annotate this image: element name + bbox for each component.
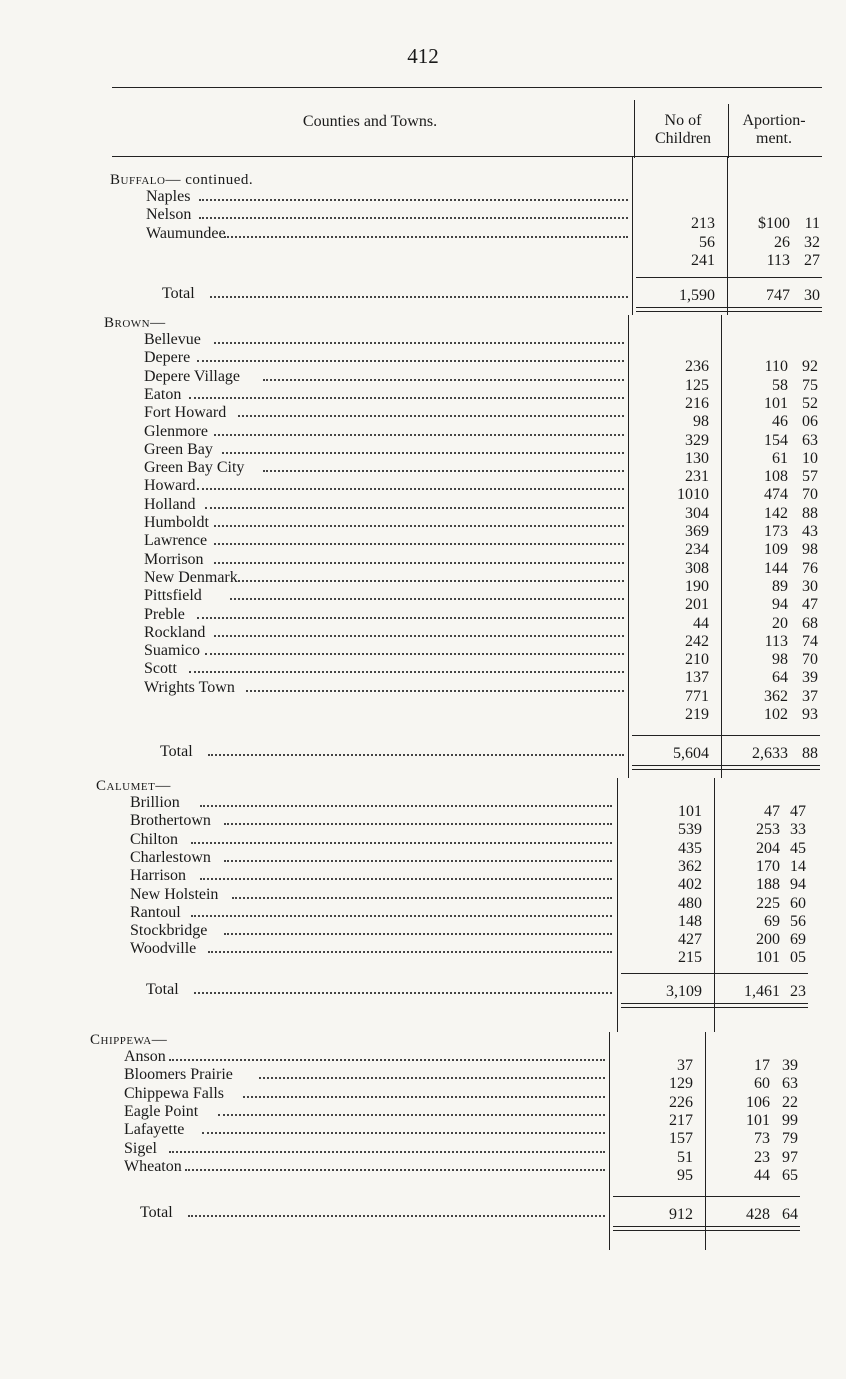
apportionment-dollars: 101	[756, 949, 780, 967]
dot-leader	[208, 754, 624, 756]
apportionment-cents: 93	[802, 706, 818, 723]
children-count: 539	[678, 821, 702, 839]
town-name: Green Bay City	[144, 459, 245, 477]
column-rule-right	[721, 315, 722, 778]
dot-leader	[197, 360, 624, 362]
dot-leader	[202, 1132, 605, 1134]
town-name: Pittsfield	[144, 587, 202, 605]
town-name: Brothertown	[130, 812, 211, 830]
apportionment-dollars: 113	[766, 251, 790, 269]
children-count: 308	[685, 559, 709, 577]
dot-leader	[191, 842, 612, 844]
dot-leader	[199, 217, 628, 219]
apportionment-cents: 99	[782, 1111, 798, 1129]
county-heading-suffix: —	[155, 778, 171, 794]
total-top-rule	[636, 277, 822, 278]
dot-leader	[205, 653, 624, 655]
apportionment-dollars: 89	[772, 577, 788, 595]
table-row	[144, 386, 624, 404]
dot-leader	[200, 805, 612, 807]
apportionment-cents: 43	[802, 523, 818, 540]
apportionment-cents: 70	[802, 651, 818, 669]
children-count: 201	[685, 596, 709, 614]
apportionment-cents: 76	[802, 559, 818, 577]
county-heading-suffix: —	[151, 1032, 168, 1048]
apportionment-dollars: 188	[756, 876, 780, 894]
children-count: 129	[669, 1075, 693, 1093]
county-heading	[96, 778, 171, 795]
apportionment-cents: 47	[790, 803, 806, 820]
table-row	[144, 587, 624, 605]
children-count: 1010	[677, 486, 709, 504]
total-dollars: 428	[746, 1206, 770, 1224]
apportionment-cents: 39	[802, 669, 818, 687]
total-top-rule	[613, 1196, 800, 1197]
apportionment-dollars: 204	[756, 839, 780, 857]
table-row	[144, 459, 624, 477]
town-name: Scott	[144, 660, 177, 678]
apportionment-dollars: 253	[756, 821, 780, 839]
dot-leader	[188, 1215, 605, 1217]
town-name: Bellevue	[144, 331, 201, 348]
apportionment-cents: 68	[802, 614, 818, 632]
table-row	[144, 331, 624, 349]
table-row	[124, 1048, 605, 1066]
dot-leader	[224, 860, 612, 862]
column-rule-right	[714, 778, 715, 1032]
apportionment-dollars: 225	[756, 894, 780, 912]
table-row	[144, 349, 624, 367]
apportionment-dollars: 58	[772, 376, 788, 394]
total-double-rule	[632, 765, 820, 766]
apportionment-dollars: 94	[772, 596, 788, 614]
dot-leader	[169, 1151, 605, 1153]
children-count: 213	[691, 215, 715, 233]
apportionment-cents: 10	[802, 449, 818, 467]
dot-leader	[214, 525, 624, 527]
apportionment-cents: 56	[790, 912, 806, 930]
apportionment-dollars: 154	[764, 431, 788, 449]
apportionment-dollars: 108	[764, 468, 788, 486]
column-rule-left	[617, 778, 618, 1032]
town-name: Morrison	[144, 550, 204, 568]
apportionment-dollars: 44	[754, 1166, 770, 1184]
dot-leader	[208, 951, 612, 953]
apportionment-dollars: 173	[764, 523, 788, 540]
column-rule-right	[705, 1032, 706, 1250]
apportionment-cents: 30	[802, 577, 818, 595]
apportionment-cents: 92	[802, 358, 818, 376]
children-count: 190	[685, 577, 709, 595]
apportionment-dollars: 144	[764, 559, 788, 577]
table-row	[146, 243, 628, 261]
town-name: Lafayette	[124, 1121, 185, 1139]
total-children: 912	[669, 1206, 693, 1224]
apportionment-cents: 97	[782, 1148, 798, 1166]
apportionment-cents: 74	[802, 632, 818, 650]
table-row	[130, 904, 612, 922]
table-row	[130, 849, 612, 867]
town-name: Depere Village	[144, 367, 241, 385]
town-name: Green Bay	[144, 440, 213, 458]
apportionment-dollars: 101	[764, 394, 788, 412]
dot-leader	[214, 543, 624, 545]
town-name: Chippewa Falls	[124, 1084, 224, 1102]
table-row	[130, 867, 612, 885]
county-heading	[104, 315, 166, 332]
total-children: 5,604	[673, 745, 709, 763]
children-count: 95	[677, 1166, 693, 1184]
dot-leader	[224, 236, 628, 238]
county-heading	[110, 172, 253, 189]
table-row	[146, 225, 628, 243]
dot-leader	[214, 562, 624, 564]
total-row	[146, 981, 612, 999]
town-name: Suamico	[144, 642, 200, 660]
children-count: 157	[669, 1130, 693, 1148]
children-count: 304	[685, 504, 709, 522]
dot-leader	[214, 635, 624, 637]
children-count: 37	[677, 1057, 693, 1074]
total-children: 1,590	[679, 287, 715, 305]
table-row	[124, 1103, 605, 1121]
table-row	[144, 404, 624, 422]
header-no-of-children: No of Children	[655, 112, 711, 147]
town-name: Harrison	[130, 867, 186, 885]
table-row	[130, 831, 612, 849]
town-name: Bloomers Prairie	[124, 1066, 233, 1084]
table-row	[124, 1066, 605, 1084]
apportionment-cents: 11	[804, 215, 820, 233]
table-row	[130, 940, 612, 958]
total-dollars: 2,633	[752, 745, 788, 763]
column-rule-left	[609, 1032, 610, 1250]
children-count: 231	[685, 468, 709, 486]
dot-leader	[238, 415, 624, 417]
table-row	[130, 812, 612, 830]
apportionment-dollars: 200	[756, 931, 780, 949]
page-number: 412	[407, 44, 439, 68]
total-row	[140, 1204, 605, 1222]
town-name: Glenmore	[144, 422, 208, 440]
total-double-rule	[613, 1226, 800, 1227]
dot-leader	[224, 933, 612, 935]
apportionment-cents: 52	[802, 394, 818, 412]
children-count: 234	[685, 541, 709, 559]
table-row	[146, 206, 628, 224]
total-dollars: 1,461	[744, 982, 780, 1000]
town-name: New Holstein	[130, 885, 219, 903]
table-row	[144, 569, 624, 587]
total-cents: 30	[804, 287, 820, 305]
children-count: 98	[693, 413, 709, 431]
town-name: Nelson	[146, 206, 192, 224]
children-count: 101	[678, 803, 702, 820]
children-count: 402	[678, 876, 702, 894]
apportionment-dollars: 362	[764, 687, 788, 705]
total-dollars: 747	[766, 287, 790, 305]
table-row	[144, 514, 624, 532]
children-count: 226	[669, 1093, 693, 1111]
children-count: 435	[678, 839, 702, 857]
column-rule-left	[632, 156, 633, 315]
total-cents: 88	[802, 745, 818, 763]
dot-leader	[205, 507, 624, 509]
dot-leader	[232, 897, 612, 899]
table-row	[144, 551, 624, 569]
apportionment-dollars: 17	[754, 1057, 770, 1074]
apportionment-dollars: 73	[754, 1130, 770, 1148]
apportionment-cents: 39	[782, 1057, 798, 1074]
apportionment-dollars: 101	[746, 1111, 770, 1129]
total-label: Total	[140, 1204, 173, 1222]
header-counties-and-towns: Counties and Towns.	[302, 113, 438, 130]
total-double-rule	[636, 311, 822, 312]
children-count: 241	[691, 251, 715, 269]
dot-leader	[230, 598, 624, 600]
apportionment-cents: 37	[802, 687, 818, 705]
apportionment-cents: 69	[790, 931, 806, 949]
children-count: 137	[685, 669, 709, 687]
apportionment-cents: 63	[782, 1075, 798, 1093]
dot-leader	[214, 434, 624, 436]
apportionment-dollars: 20	[772, 614, 788, 632]
apportionment-cents: 63	[802, 431, 818, 449]
dot-leader	[218, 1114, 605, 1116]
town-name: Brillion	[130, 794, 180, 811]
county-name: Calumet	[96, 778, 156, 794]
total-double-rule	[636, 307, 822, 308]
town-name: Lawrence	[144, 532, 208, 550]
town-name: Humboldt	[144, 514, 209, 531]
apportionment-dollars: 109	[764, 541, 788, 559]
total-top-rule	[632, 735, 820, 736]
children-count: 236	[685, 358, 709, 376]
town-name: New Denmark	[144, 568, 238, 586]
apportionment-cents: 27	[804, 251, 820, 269]
county-name: Brown	[104, 315, 151, 331]
dot-leader	[199, 199, 628, 201]
town-name: Naples	[146, 188, 191, 205]
total-cents: 23	[790, 982, 806, 1000]
children-count: 148	[678, 912, 702, 930]
apportionment-cents: 33	[790, 821, 806, 839]
apportionment-cents: 05	[790, 949, 806, 967]
table-row	[146, 188, 628, 206]
apportionment-dollars: 98	[772, 651, 788, 669]
dot-leader	[194, 992, 612, 994]
town-name: Preble	[144, 605, 185, 623]
children-count: 125	[685, 376, 709, 394]
children-count: 44	[693, 614, 709, 632]
header-bottom-rule	[112, 156, 822, 157]
children-count: 56	[699, 233, 715, 251]
town-name: Charlestown	[130, 848, 211, 866]
table-row	[124, 1121, 605, 1139]
dot-leader	[224, 823, 612, 825]
apportionment-dollars: 102	[764, 706, 788, 723]
apportionment-cents: 57	[802, 468, 818, 486]
table-row	[130, 794, 612, 812]
town-name: Eaton	[144, 385, 182, 403]
apportionment-cents: 70	[802, 486, 818, 504]
table-row	[124, 1158, 605, 1176]
apportionment-dollars: 170	[756, 857, 780, 875]
header-apportionment: Aportion- ment.	[742, 112, 806, 147]
dot-leader	[263, 379, 624, 381]
table-row	[144, 496, 624, 514]
table-row	[144, 606, 624, 624]
children-count: 217	[669, 1111, 693, 1129]
total-double-rule	[613, 1230, 800, 1231]
dot-leader	[189, 397, 624, 399]
children-count: 329	[685, 431, 709, 449]
dot-leader	[197, 617, 624, 619]
apportionment-cents: 45	[790, 839, 806, 857]
town-name: Depere	[144, 349, 191, 367]
table-row	[124, 1140, 605, 1158]
apportionment-dollars: $100	[758, 215, 790, 233]
table-row	[144, 624, 624, 642]
apportionment-cents: 32	[804, 233, 820, 251]
apportionment-dollars: 142	[764, 504, 788, 522]
apportionment-cents: 79	[782, 1130, 798, 1148]
apportionment-dollars: 113	[764, 632, 788, 650]
town-name: Eagle Point	[124, 1102, 199, 1120]
county-name: Buffalo	[110, 172, 166, 188]
apportionment-dollars: 106	[746, 1093, 770, 1111]
table-row	[130, 922, 612, 940]
town-name: Holland	[144, 495, 196, 513]
town-name: Wrights Town	[144, 678, 235, 696]
total-cents: 64	[782, 1206, 798, 1224]
table-row	[144, 423, 624, 441]
apportionment-cents: 14	[790, 857, 806, 875]
town-name: Waumundee	[146, 224, 226, 242]
table-row	[144, 477, 624, 495]
table-row	[144, 642, 624, 660]
table-row	[130, 886, 612, 904]
children-count: 219	[685, 706, 709, 723]
total-children: 3,109	[666, 982, 702, 1000]
town-name: Fort Howard	[144, 404, 227, 422]
children-count: 242	[685, 632, 709, 650]
children-count: 362	[678, 857, 702, 875]
apportionment-dollars: 110	[764, 358, 788, 376]
town-name: Sigel	[124, 1139, 157, 1157]
apportionment-dollars: 47	[764, 803, 780, 820]
total-label: Total	[146, 980, 179, 998]
dot-leader	[238, 580, 624, 582]
total-label: Total	[162, 285, 195, 303]
apportionment-cents: 22	[782, 1093, 798, 1111]
dot-leader	[243, 1096, 605, 1098]
children-count: 210	[685, 651, 709, 669]
column-rule-right	[727, 156, 728, 315]
apportionment-dollars: 61	[772, 449, 788, 467]
table-row	[144, 679, 624, 697]
town-name: Howard	[144, 477, 196, 495]
table-row	[144, 441, 624, 459]
dot-leader	[246, 690, 624, 692]
table-row	[144, 660, 624, 678]
table-row	[144, 697, 624, 715]
town-name: Chilton	[130, 830, 179, 848]
total-double-rule	[632, 769, 820, 770]
apportionment-cents: 65	[782, 1166, 798, 1184]
apportionment-dollars: 23	[754, 1148, 770, 1166]
column-rule-right	[728, 104, 729, 158]
table-row	[144, 368, 624, 386]
dot-leader	[222, 452, 624, 454]
table-row	[124, 1085, 605, 1103]
dot-leader	[191, 915, 612, 917]
children-count: 51	[677, 1148, 693, 1166]
county-heading-suffix: — continued.	[165, 172, 254, 188]
apportionment-dollars: 46	[772, 413, 788, 431]
dot-leader	[197, 488, 624, 490]
table-row	[144, 532, 624, 550]
total-row	[162, 285, 628, 303]
column-rule-left	[634, 100, 635, 158]
column-rule-left	[628, 315, 629, 778]
children-count: 771	[685, 687, 709, 705]
town-name: Wheaton	[124, 1157, 182, 1175]
county-heading-suffix: —	[150, 315, 166, 331]
apportionment-cents: 60	[790, 894, 806, 912]
dot-leader	[189, 671, 624, 673]
dot-leader	[214, 342, 624, 344]
children-count: 369	[685, 523, 709, 540]
dot-leader	[185, 1169, 605, 1171]
apportionment-cents: 98	[802, 541, 818, 559]
apportionment-dollars: 64	[772, 669, 788, 687]
dot-leader	[200, 878, 612, 880]
apportionment-cents: 75	[802, 376, 818, 394]
apportionment-dollars: 69	[764, 912, 780, 930]
dot-leader	[259, 1077, 605, 1079]
total-row	[160, 743, 624, 761]
town-name: Rockland	[144, 623, 206, 641]
dot-leader	[169, 1059, 605, 1061]
town-name: Anson	[124, 1048, 166, 1065]
apportionment-cents: 47	[802, 596, 818, 614]
header-top-rule	[112, 87, 822, 88]
dot-leader	[263, 470, 624, 472]
children-count: 130	[685, 449, 709, 467]
apportionment-dollars: 60	[754, 1075, 770, 1093]
total-label: Total	[160, 743, 193, 761]
apportionment-cents: 94	[790, 876, 806, 894]
dot-leader	[210, 296, 628, 298]
apportionment-cents: 06	[802, 413, 818, 431]
town-name: Stockbridge	[130, 922, 208, 940]
town-name: Woodville	[130, 940, 197, 958]
town-name: Rantoul	[130, 903, 181, 921]
children-count: 215	[678, 949, 702, 967]
county-name: Chippewa	[90, 1032, 152, 1048]
apportionment-dollars: 474	[764, 486, 788, 504]
apportionment-cents: 88	[802, 504, 818, 522]
children-count: 216	[685, 394, 709, 412]
children-count: 427	[678, 931, 702, 949]
children-count: 480	[678, 894, 702, 912]
county-heading	[90, 1032, 167, 1049]
apportionment-dollars: 26	[774, 233, 790, 251]
